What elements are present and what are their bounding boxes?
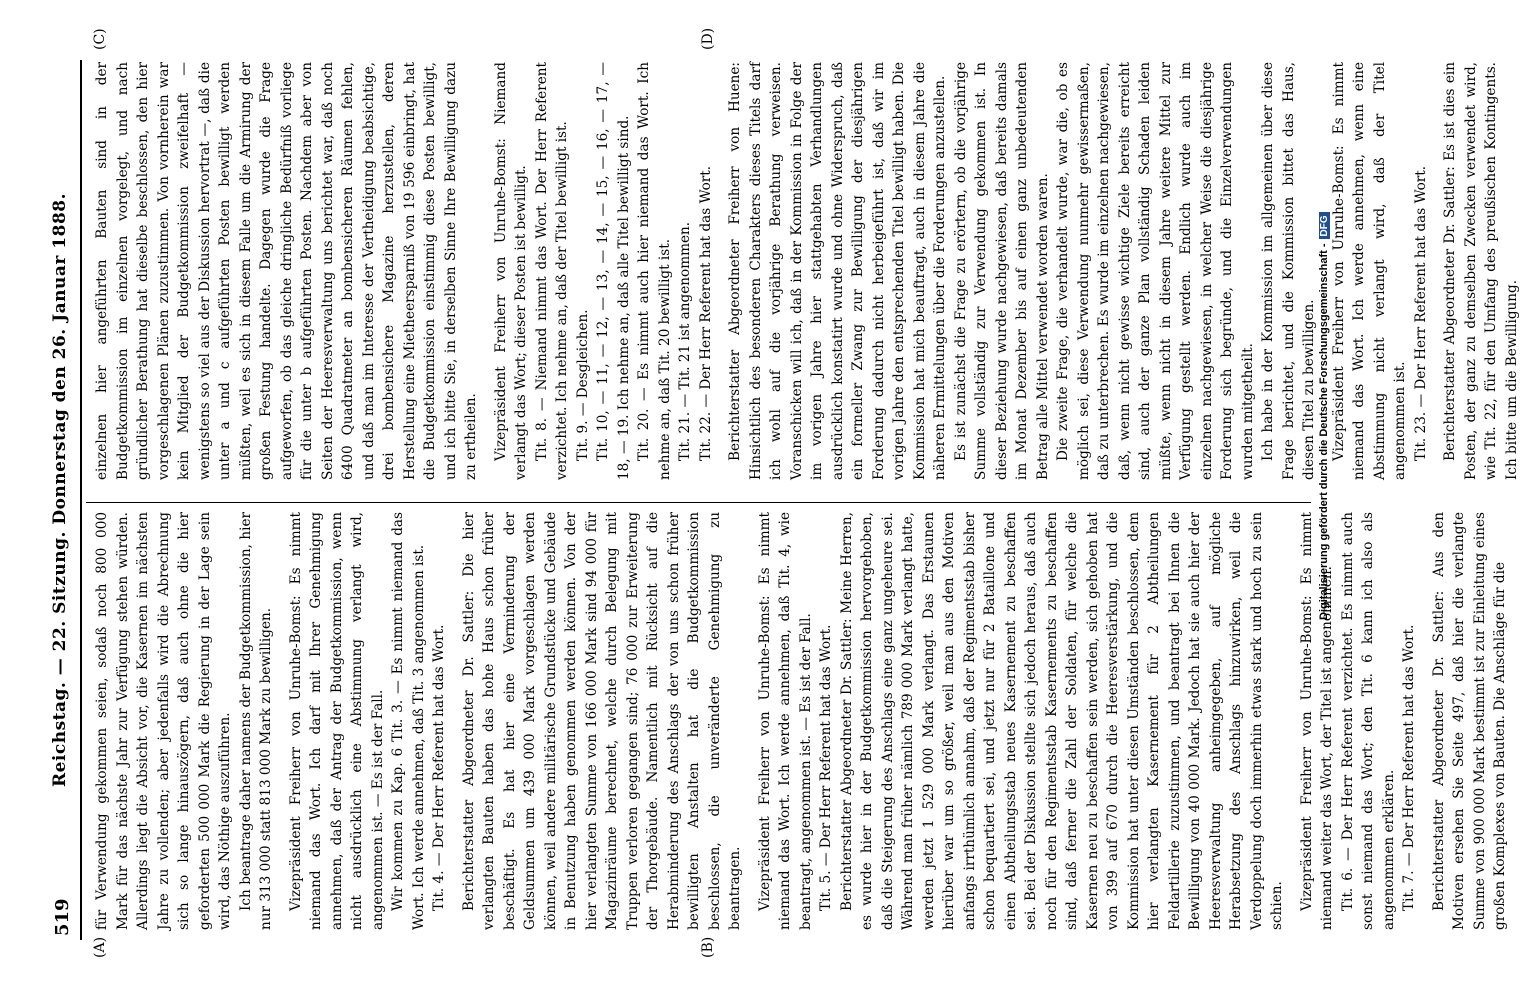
paragraph: Tit. 20. — Es nimmt auch hier niemand das Wort. Ich nehme an, daß Tit. 20 bewilligt ist. <box>636 62 673 480</box>
paragraph: Ich habe in der Kommission im allgemeinen über diese Frage berichtet, und die Kommission bittet das Haus, diesen Titel zu bewilligen. <box>1260 62 1317 480</box>
paragraph: Vizepräsident Freiherr von Unruhe-Bomst: Es nimmt niemand das Wort. Ich werde annehmen, daß Tit. 4, wie beantragt, angenommen ist. — Es ist der Fall. <box>756 512 814 930</box>
header-rule <box>80 60 82 940</box>
paragraph: Tit. 22. — Der Herr Referent hat das Wort. <box>697 165 714 461</box>
paragraph: Vizepräsident Freiherr von Unruhe-Bomst: Es nimmt niemand das Wort. Ich werde annehmen, wenn eine Abstimmung nicht verlangt wird, daß der Titel angenommen ist. <box>1330 62 1408 480</box>
paragraph: einzelnen hier angeführten Bauten sind in der Budgetkommission im einzelnen vorgelegt, und nach gründlicher Berathung hat dieselbe beschlossen, den hier vorgeschlagenen Plänen zuzustimmen. Von vornherein war kein Mitglied der Budgetkommission zweifelhaft — wenigstens so viel aus der Diskussion hervortrat —, daß die unter a und c aufgeführten Posten bewilligt werden müßten, weil es sich in diesem Falle um die Armirung der großen Festung handelte. Dagegen wurde die Frage aufgeworfen, ob das gleiche dringliche Bedürfniß vorliege für die unter b aufgeführten Posten. Nachdem aber von Seiten der Heeresverwaltung uns berichtet war, daß noch 6400 Quadratmeter an bombensicheren Räumen fehlen, und daß man im Interesse der Vertheidigung beabsichtige, drei bombensichere Magazine herzustellen, deren Herstellung eine Mietheersparniß von 19 596 einbringt, hat die Budgetkommission einstimmig diese Posten bewilligt, und ich bitte Sie, in derselben Sinne Ihre Bewilligung dazu zu ertheilen. <box>94 62 479 480</box>
column-divider <box>86 502 1311 503</box>
paragraph: Berichterstatter Abgeordneter Dr. Sattler: Meine Herren, es wurde hier in der Budgetkommission hervorgehoben, daß die Steigerung des Anschlags eine ganz ungeheure sei. Während man früher nämlich 789 000 Mark verlangt hatte, werden jetzt 1 529 000 Mark verlangt. Das Erstaunen hierüber war um so größer, weil man aus den Motiven anfangs irrthümlich annahm, daß der Regimentsstab bisher schon bequartiert sei, und jetzt nur für 2 Bataillone und einen Abtheilungsstab neues Kasernement zu beschaffen sei. Bei der Diskussion stellte sich jedoch heraus, daß auch noch für den Regimentsstab Kasernements zu beschaffen sind, daß ferner die Zahl der Soldaten, für welche die Kasernen neu zu beschaffen sein werden, sich gehoben hat von 399 auf 670 durch die Heeresverstärkung, und die Kommission hat unter diesen Umständen beschlossen, dem hier verlangten Kasernement für 2 Abtheilungen Feldartillerie zuzustimmen, und beantragt bei Ihnen die Bewilligung von 40 000 Mark. Jedoch hat sie auch hier der Heeresverwaltung anheimgegeben, auf mögliche Herabsetzung des Anschlags hinzuwirken, weil die Verdoppelung doch immerhin etwas stark und hoch zu sein schien. <box>838 512 1285 930</box>
page-header: Reichstag. — 22. Sitzung. Donnerstag den 26. Januar 1888. <box>50 192 70 788</box>
paragraph: Tit. 8. — Niemand nimmt das Wort. Der Herr Referent verzichtet. Ich nehme an, daß der Titel bewilligt ist. <box>533 62 570 480</box>
paragraph: Berichterstatter Abgeordneter Dr. Sattler: Aus den Motiven ersehen Sie Seite 497, daß hier die verlangte Summe von 900 000 Mark bestimmt ist zur Einleitung eines großen Komplexes von Bauten. Die Anschläge für die <box>1430 512 1508 930</box>
paragraph: Tit. 21. — Tit. 21 ist angenommen. <box>677 221 693 461</box>
text-column-left <box>92 512 1511 930</box>
digitization-credit <box>1318 20 1330 620</box>
paragraph: Tit. 4. — Der Herr Referent hat das Wort. <box>431 624 447 911</box>
margin-mark-d: (D) <box>700 27 716 50</box>
paragraph: Tit. 23. — Der Herr Referent hat das Wort. <box>1412 165 1429 461</box>
paragraph: für Verwendung gekommen seien, sodaß noch 800 000 Mark für das nächste Jahr zur Verfügung stehen würden. Allerdings liegt die Absicht vor, die Kasernen im nächsten Jahre zu vollenden; aber jedenfalls wird die Abrechnung sich so lange hinauszögern, daß auch ohne die hier geforderten 500 000 Mark die Regierung in der Lage sein wird, das Nöthige auszuführen. <box>94 512 233 930</box>
paragraph: Berichterstatter Abgeordneter Freiherr von Huene: Hinsichtlich des besonderen Charakters dieses Titels darf ich wohl auf die vorjährige Berathung verweisen. Voranschicken will ich, daß in der Kommission in Folge der im vorigen Jahre hier stattgehabten Verhandlungen ausdrücklich konstatirt wurde und ohne Widerspruch, daß ein formeller Zwang zur Bewilligung der diesjährigen Forderung dadurch nicht herbeigeführt ist, daß wir im vorigen Jahre den entsprechenden Titel bewilligt haben. Die Kommission hat mich beauftragt, auch in diesem Jahre die näheren Ermittelungen über die Forderungen anzustellen. <box>727 62 948 480</box>
credit-text: Digitalisierung gefördert durch die Deutsche Forschungsgemeinschaft - <box>1318 243 1330 620</box>
paragraph: Tit. 5. — Der Herr Referent hat das Wort. <box>818 624 834 911</box>
margin-mark-b: (B) <box>700 936 716 958</box>
dfg-logo: DFG <box>1319 212 1330 239</box>
paragraph: Die zweite Frage, die verhandelt wurde, war die, ob es möglich sei, diese Verwendung nunmehr gewissermaßen, daß zu unterbrechen. Es wurde im einzelnen nachgewiesen, daß, wenn nicht gewisse wichtige Ziele bereits erreicht sind, auch der ganze Plan vollständig Schaden leiden müßte, wenn nicht in diesem Jahre weitere Mittel zur Verfügung gestellt werden. Endlich wurde auch im einzelnen nachgewiesen, in welcher Weise die diesjährige Forderung sich begründe, und die Einzelverwendungen wurden mitgetheilt. <box>1055 62 1256 480</box>
paragraph: Tit. 10, — 11, — 12, — 13, — 14, — 15, — 16, — 17, — 18, — 19. Ich nehme an, daß alle Titel bewilligt sind. <box>595 62 632 480</box>
margin-mark-a: (A) <box>92 936 108 958</box>
paragraph: Tit. 9. — Desgleichen. <box>574 309 591 461</box>
paragraph: Berichterstatter Abgeordneter Dr. Sattler: Es ist dies ein Posten, der ganz zu demselben Zwecken verwendet wird, wie Tit. 22, für den Umfang des preußischen Kontingents. Ich bitte um die Bewilligung. <box>1442 62 1520 480</box>
paragraph: Es ist zunächst die Frage zu erörtern, ob die vorjährige Summe vollständig zur Verwendung gekommen ist. In dieser Beziehung wurde nachgewiesen, daß bereits damals im Monat Dezember bis auf einen ganz unbedeutenden Betrag alle Mittel verwendet worden waren. <box>952 62 1051 480</box>
paragraph: Wir kommen zu Kap. 6 Tit. 3. — Es nimmt niemand das Wort. Ich werde annehmen, daß Tit. 3 angenommen ist. <box>390 512 427 930</box>
paragraph: Vizepräsident Freiherr von Unruhe-Bomst: Es nimmt niemand das Wort. Ich darf mit Ihrer Genehmigung annehmen, daß der Antrag der Budgetkommission, wenn nicht ausdrücklich eine Abstimmung verlangt wird, angenommen ist. — Es ist der Fall. <box>287 512 386 930</box>
page-number: 519 <box>52 898 73 936</box>
paragraph: Tit. 6. — Der Herr Referent verzichtet. Es nimmt auch sonst niemand das Wort; den Tit. 6 kann ich also als angenommen erklären. <box>1339 512 1397 930</box>
paragraph: Berichterstatter Abgeordneter Dr. Sattler: Die hier verlangten Bauten haben das hohe Haus schon früher beschäftigt. Es hat hier eine Verminderung der Geldsummen um 439 000 Mark vorgeschlagen werden können, weil andere militärische Grundstücke und Gebäude in Benutzung haben genommen werden können. Von der hier verlangten Summe von 166 000 Mark sind 94 000 für Magazinräume berechnet, welche durch Belegung mit Truppen verloren gegangen sind; 76 000 zur Erweiterung der Thorgebäude. Namentlich mit Rücksicht auf die Herabminderung des Anschlags der von uns schon früher bewilligten Anstalten hat die Budgetkommission beschlossen, die unveränderte Genehmigung zu beantragen. <box>460 512 743 930</box>
paragraph: Ich beantrage daher namens der Budgetkommission, hier nur 313 000 statt 813 000 Mark zu bewilligen. <box>237 512 274 930</box>
paragraph: Tit. 7. — Der Herr Referent hat das Wort. <box>1401 624 1417 911</box>
paragraph: Vizepräsident Freiherr von Unruhe-Bomst: Es nimmt niemand weiter das Wort, der Titel ist angenommen. <box>1298 512 1335 930</box>
paragraph: Vizepräsident Freiherr von Unruhe-Bomst: Niemand verlangt das Wort; dieser Posten ist bewilligt. <box>492 62 529 480</box>
margin-mark-c: (C) <box>92 28 108 50</box>
text-column-right <box>92 62 1522 480</box>
